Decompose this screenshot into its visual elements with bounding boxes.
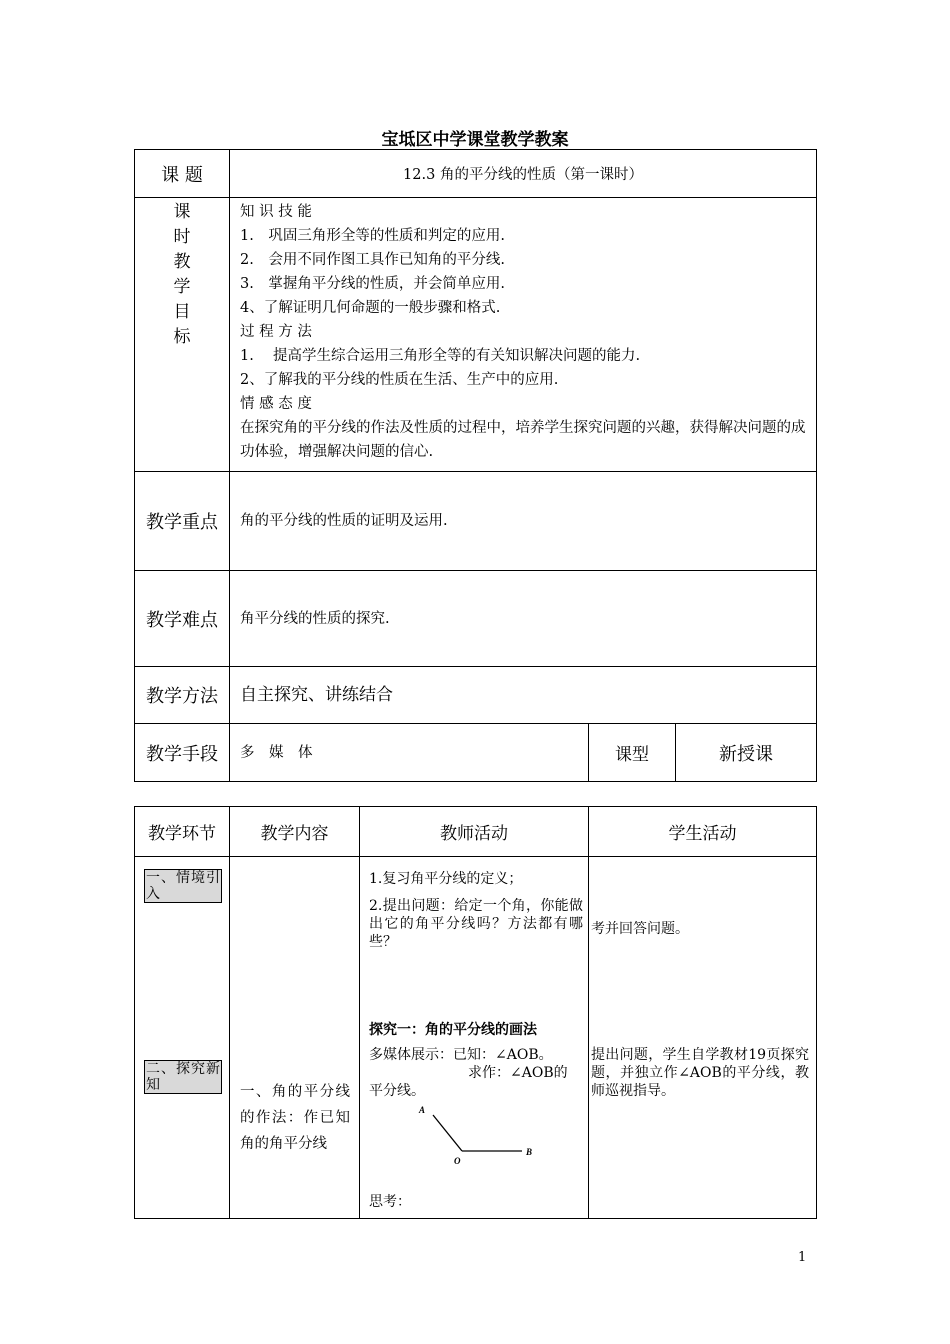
student-activity-2: 提出问题，学生自学教材19页探究题，并独立作∠AOB的平分线，教师巡视指导。 bbox=[591, 1047, 809, 1099]
media-find: 求作：∠AOB的 bbox=[468, 1065, 568, 1081]
stage-explore: 二、探究新知 bbox=[146, 1061, 220, 1093]
lesson-type-label: 课型 bbox=[589, 724, 676, 782]
topic-label: 课 题 bbox=[135, 150, 230, 198]
goals-content bbox=[230, 198, 817, 472]
topic-value: 12.3 角的平分线的性质（第一课时） bbox=[230, 150, 817, 198]
media-find-cont: 平分线。 bbox=[369, 1083, 425, 1099]
knowledge-heading: 知 识 技 能 bbox=[240, 204, 312, 220]
explore-heading: 探究一：角的平分线的画法 bbox=[369, 1022, 537, 1038]
difficulty-value: 角平分线的性质的探究. bbox=[230, 571, 817, 667]
page-title: 宝坻区中学课堂教学教案 bbox=[381, 130, 569, 150]
stage-cell bbox=[135, 857, 230, 1219]
page-number: 1 bbox=[798, 1250, 807, 1265]
knowledge-item: 1. 巩固三角形全等的性质和判定的应用. bbox=[240, 228, 505, 244]
think-prompt: 思考： bbox=[369, 1194, 411, 1210]
knowledge-item: 2. 会用不同作图工具作已知角的平分线. bbox=[240, 252, 505, 268]
header-teacher-activity: 教师活动 bbox=[360, 807, 589, 857]
content-construction: 一、角的平分线的作法：作已知角的角平分线 bbox=[240, 1084, 350, 1152]
media-show: 多媒体展示：已知：∠AOB。 bbox=[369, 1047, 553, 1063]
emotion-text: 在探究角的平分线的作法及性质的过程中，培养学生探究问题的兴趣，获得解决问题的成功体验，增强解决问题的信心. bbox=[240, 420, 806, 460]
key-point-value: 角的平分线的性质的证明及运用. bbox=[230, 472, 817, 571]
point-a-label: A bbox=[419, 1105, 426, 1115]
ray-oa bbox=[433, 1115, 462, 1151]
emotion-heading: 情 感 态 度 bbox=[240, 396, 312, 412]
method-label: 教学方法 bbox=[135, 667, 230, 724]
angle-aob-figure bbox=[410, 1101, 540, 1177]
knowledge-item: 3. 掌握角平分线的性质，并会简单应用. bbox=[240, 276, 505, 292]
teacher-cell bbox=[360, 857, 589, 1219]
means-value: 多 媒 体 bbox=[230, 724, 589, 782]
lesson-type-value: 新授课 bbox=[676, 724, 817, 782]
process-heading: 过 程 方 法 bbox=[240, 324, 312, 340]
student-cell bbox=[589, 857, 817, 1219]
process-item: 1. 提高学生综合运用三角形全等的有关知识解决问题的能力. bbox=[240, 348, 641, 364]
goals-label: 课 时 教 学 目 标 bbox=[135, 198, 230, 472]
point-o-label: O bbox=[454, 1156, 461, 1166]
header-stage: 教学环节 bbox=[135, 807, 230, 857]
means-label: 教学手段 bbox=[135, 724, 230, 782]
difficulty-label: 教学难点 bbox=[135, 571, 230, 667]
teacher-item: 2.提出问题：给定一个角，你能做出它的角平分线吗？方法都有哪些？ bbox=[369, 898, 583, 950]
point-b-label: B bbox=[526, 1147, 533, 1157]
method-value: 自主探究、讲练结合 bbox=[230, 667, 817, 724]
teacher-item: 1.复习角平分线的定义； bbox=[369, 871, 523, 887]
teaching-process-table bbox=[134, 806, 817, 1219]
header-content: 教学内容 bbox=[230, 807, 360, 857]
lesson-info-table bbox=[134, 149, 817, 782]
content-cell bbox=[230, 857, 360, 1219]
knowledge-item: 4、了解证明几何命题的一般步骤和格式. bbox=[240, 300, 501, 316]
stage-intro: 一、情境引入 bbox=[146, 870, 220, 902]
header-student-activity: 学生活动 bbox=[589, 807, 817, 857]
student-activity-1: 考并回答问题。 bbox=[591, 921, 689, 937]
process-item: 2、了解我的平分线的性质在生活、生产中的应用. bbox=[240, 372, 559, 388]
key-point-label: 教学重点 bbox=[135, 472, 230, 571]
